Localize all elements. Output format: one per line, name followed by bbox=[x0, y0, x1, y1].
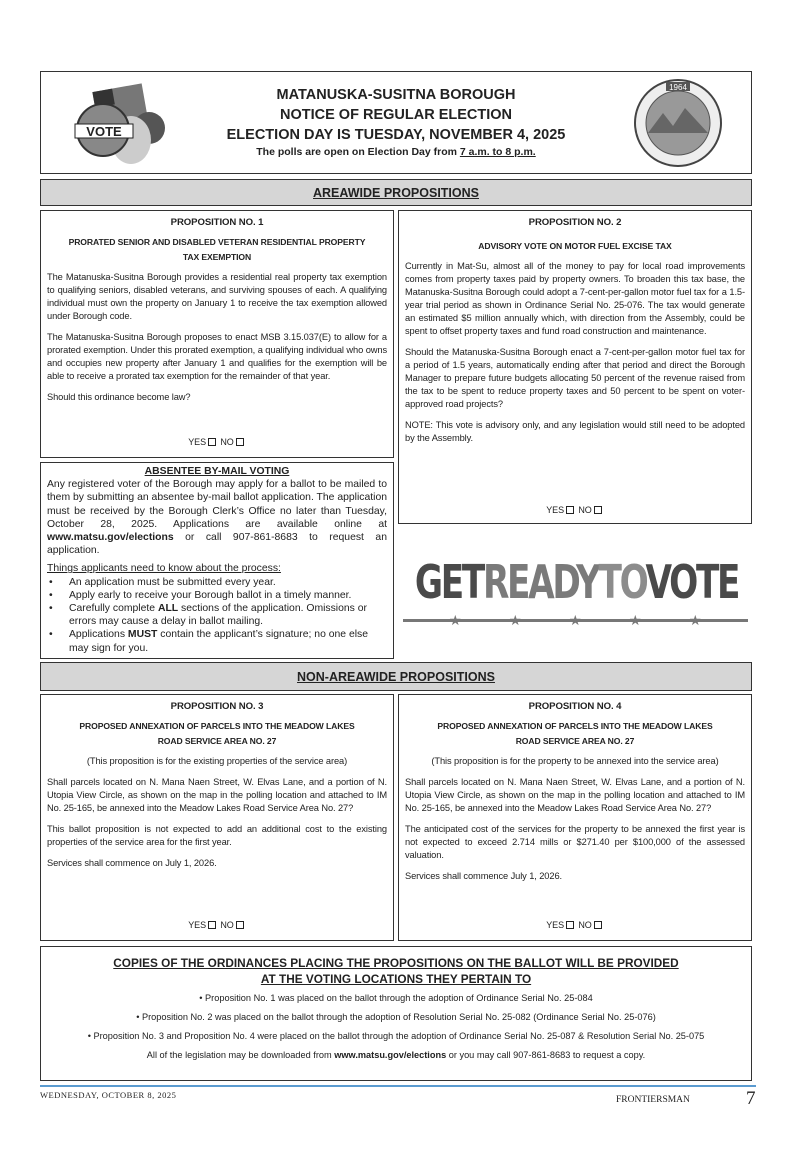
election-header bbox=[40, 71, 752, 174]
prop3-text: This ballot proposition is not expected to add an additional cost to the existing properties of the service area for the first year. bbox=[47, 824, 387, 847]
prop3-subtitle: PROPOSED ANNEXATION OF PARCELS INTO THE MEADOW LAKES ROAD SERVICE AREA NO. 27 bbox=[79, 721, 355, 746]
copies-item: • Proposition No. 1 was placed on the ballot through the adoption of Ordinance Serial No. 25-084 bbox=[199, 993, 593, 1003]
no-checkbox[interactable] bbox=[236, 438, 244, 446]
prop2-title: PROPOSITION NO. 2 bbox=[528, 217, 622, 228]
prop4-text: Services shall commence July 1, 2026. bbox=[405, 871, 563, 881]
prop4-scope: (This proposition is for the property to be annexed into the service area) bbox=[431, 756, 719, 766]
elections-link[interactable]: www.matsu.gov/elections bbox=[334, 1050, 447, 1060]
list-item: • An application must be submitted every year. bbox=[47, 576, 387, 589]
areawide-section-header: AREAWIDE PROPOSITIONS bbox=[40, 179, 752, 206]
borough-seal bbox=[633, 78, 723, 168]
prop2-text: Currently in Mat-Su, almost all of the money to pay for local road improvements comes from property taxes paid by property owners. To broaden this tax base, the Matanuska-Susitna Borough could adopt a 7-cent-per-gallon motor fuel tax for a 1.5-year trial period as shown in Ordinance Serial No. 25-076. The tax would generate an estimated $5 million annually which, with direction from the Assembly, could be spent to offset property taxes and fund road construction and maintenance. bbox=[405, 261, 745, 336]
copies-download-text: All of the legislation may be downloaded from www.matsu.gov/elections or you may call 907-861-8683 to request a copy. bbox=[146, 1050, 646, 1060]
vote-logo-text: VOTE bbox=[86, 124, 122, 139]
process-list-title: Things applicants need to know about the process: bbox=[47, 563, 281, 575]
no-checkbox[interactable] bbox=[594, 921, 602, 929]
copies-item: • Proposition No. 2 was placed on the ballot through the adoption of Resolution Serial No. 25-082 (Ordinance Serial No. 25-076) bbox=[136, 1012, 656, 1022]
vote-flag-logo bbox=[67, 80, 167, 168]
absentee-text: Any registered voter of the Borough may apply for a ballot to be mailed to them by submitting an absentee by-mail ballot application. The application must be received by the Borough Clerk’s Office no later than Tuesday, October 28, 2025. Applications are available online at www.matsu.gov/elections or call 907-861-8683 to request an application. bbox=[47, 479, 388, 557]
ordinance-copies-box bbox=[40, 946, 752, 1081]
footer-date: WEDNESDAY, OCTOBER 8, 2025 bbox=[40, 1090, 177, 1100]
copies-item: • Proposition No. 3 and Proposition No. 4 were placed on the ballot through the adoption of Ordinance Serial No. 25-087 & Resolution Serial No. 25-075 bbox=[87, 1031, 705, 1041]
prop3-scope: (This proposition is for the existing properties of the service area) bbox=[86, 756, 348, 766]
prop3-text: Services shall commence on July 1, 2026. bbox=[47, 858, 217, 868]
prop4-title: PROPOSITION NO. 4 bbox=[528, 701, 622, 712]
prop2-text: Should the Matanuska-Susitna Borough enact a 7-cent-per-gallon motor fuel tax for a period of 1.5 years, automatically ending after that period and direct the Borough Manager to prepare future budgets allocating 50 percent of the revenue raised from the tax to be spent to reduce property taxes and 50 percent to be spent on voter-approved road projects? bbox=[405, 347, 745, 409]
yes-checkbox[interactable] bbox=[566, 506, 574, 514]
svg-text:1964: 1964 bbox=[669, 83, 687, 92]
list-item: • Carefully complete ALL sections of the application. Omissions or errors may cause a delay in ballot mailing. bbox=[47, 602, 387, 628]
prop2-note: NOTE: This vote is advisory only, and any legislation would still need to be adopted by the Assembly. bbox=[405, 420, 745, 443]
svg-text:★: ★ bbox=[569, 613, 582, 627]
prop4-ballot: YES NO bbox=[399, 919, 751, 932]
yes-checkbox[interactable] bbox=[208, 438, 216, 446]
prop4-text: Shall parcels located on N. Mana Naen Street, W. Elvas Lane, and a portion of N. Utopia View Circle, as shown on the map in the polling location and attached to IM No. 25-165, be annexed into the Meadow Lakes Road Service Area No. 27? bbox=[405, 777, 745, 813]
no-checkbox[interactable] bbox=[594, 506, 602, 514]
page-number: 7 bbox=[746, 1088, 756, 1109]
proposition-4 bbox=[398, 694, 752, 941]
stars-divider bbox=[403, 613, 748, 627]
process-list bbox=[47, 576, 387, 655]
prop1-text: The Matanuska-Susitna Borough provides a residential real property tax exemption to qualifying seniors, disabled veterans, and surviving spouses of each. A qualifying individual must own the property on January 1 to receive the tax exemption allowed under Borough code. bbox=[47, 272, 387, 321]
notice-title: NOTICE OF REGULAR ELECTION bbox=[280, 107, 512, 123]
borough-title: MATANUSKA-SUSITNA BOROUGH bbox=[276, 87, 516, 103]
absentee-title: ABSENTEE BY-MAIL VOTING bbox=[144, 466, 290, 477]
prop2-ballot: YES NO bbox=[399, 504, 751, 517]
prop1-question: Should this ordinance become law? bbox=[47, 392, 191, 402]
prop4-text: The anticipated cost of the services for the property to be annexed the first year is not expected to exceed 2.714 mills or $271.40 per $100,000 of the assessed valuation. bbox=[405, 824, 745, 860]
prop1-title: PROPOSITION NO. 1 bbox=[170, 217, 264, 228]
polls-hours-text: The polls are open on Election Day from 7 a.m. to 8 p.m. bbox=[256, 146, 536, 158]
non-areawide-section-header: NON-AREAWIDE PROPOSITIONS bbox=[40, 662, 752, 691]
yes-checkbox[interactable] bbox=[566, 921, 574, 929]
yes-checkbox[interactable] bbox=[208, 921, 216, 929]
elections-link[interactable]: www.matsu.gov/elections bbox=[47, 532, 174, 544]
prop2-subtitle: ADVISORY VOTE ON MOTOR FUEL EXCISE TAX bbox=[478, 241, 672, 251]
list-item: • Apply early to receive your Borough ballot in a timely manner. bbox=[47, 589, 387, 602]
proposition-2 bbox=[398, 210, 752, 524]
page-footer bbox=[40, 1085, 756, 1109]
prop3-title: PROPOSITION NO. 3 bbox=[170, 701, 264, 712]
prop3-text: Shall parcels located on N. Mana Naen Street, W. Elvas Lane, and a portion of N. Utopia View Circle, as shown on the map in the polling location and attached to IM No. 25-165, be annexed into the Meadow Lakes Road Service Area No. 27? bbox=[47, 777, 387, 813]
footer-paper-name: FRONTIERSMAN bbox=[616, 1095, 690, 1105]
prop1-text: The Matanuska-Susitna Borough proposes to enact MSB 3.15.037(E) to allow for a prorated exemption. Under this prorated exemption, a qualifying individual who owns and occupies new property after January 1 and qualifies for the exemption will be able to receive a prorated tax exemption for the remainder of that year. bbox=[47, 332, 387, 381]
list-item: • Applications MUST contain the applicant’s signature; no one else may sign for you. bbox=[47, 628, 387, 654]
svg-text:★: ★ bbox=[689, 613, 702, 627]
proposition-1 bbox=[40, 210, 394, 458]
absentee-voting-box bbox=[40, 462, 394, 659]
prop4-subtitle: PROPOSED ANNEXATION OF PARCELS INTO THE MEADOW LAKES ROAD SERVICE AREA NO. 27 bbox=[437, 721, 713, 746]
svg-text:★: ★ bbox=[449, 613, 462, 627]
prop3-ballot: YES NO bbox=[41, 919, 393, 932]
prop1-subtitle: PRORATED SENIOR AND DISABLED VETERAN RESIDENTIAL PROPERTY TAX EXEMPTION bbox=[68, 237, 366, 262]
proposition-3 bbox=[40, 694, 394, 941]
election-day-title: ELECTION DAY IS TUESDAY, NOVEMBER 4, 2025 bbox=[226, 127, 566, 143]
get-ready-to-vote-banner: GETREADYTOVOTE bbox=[414, 556, 739, 610]
svg-text:★: ★ bbox=[629, 613, 642, 627]
no-checkbox[interactable] bbox=[236, 921, 244, 929]
copies-title: COPIES OF THE ORDINANCES PLACING THE PROPOSITIONS ON THE BALLOT WILL BE PROVIDED AT THE VOTING LOCATIONS THEY PERTAIN TO bbox=[113, 956, 679, 986]
svg-text:★: ★ bbox=[509, 613, 522, 627]
prop1-ballot: YES NO bbox=[41, 436, 393, 449]
